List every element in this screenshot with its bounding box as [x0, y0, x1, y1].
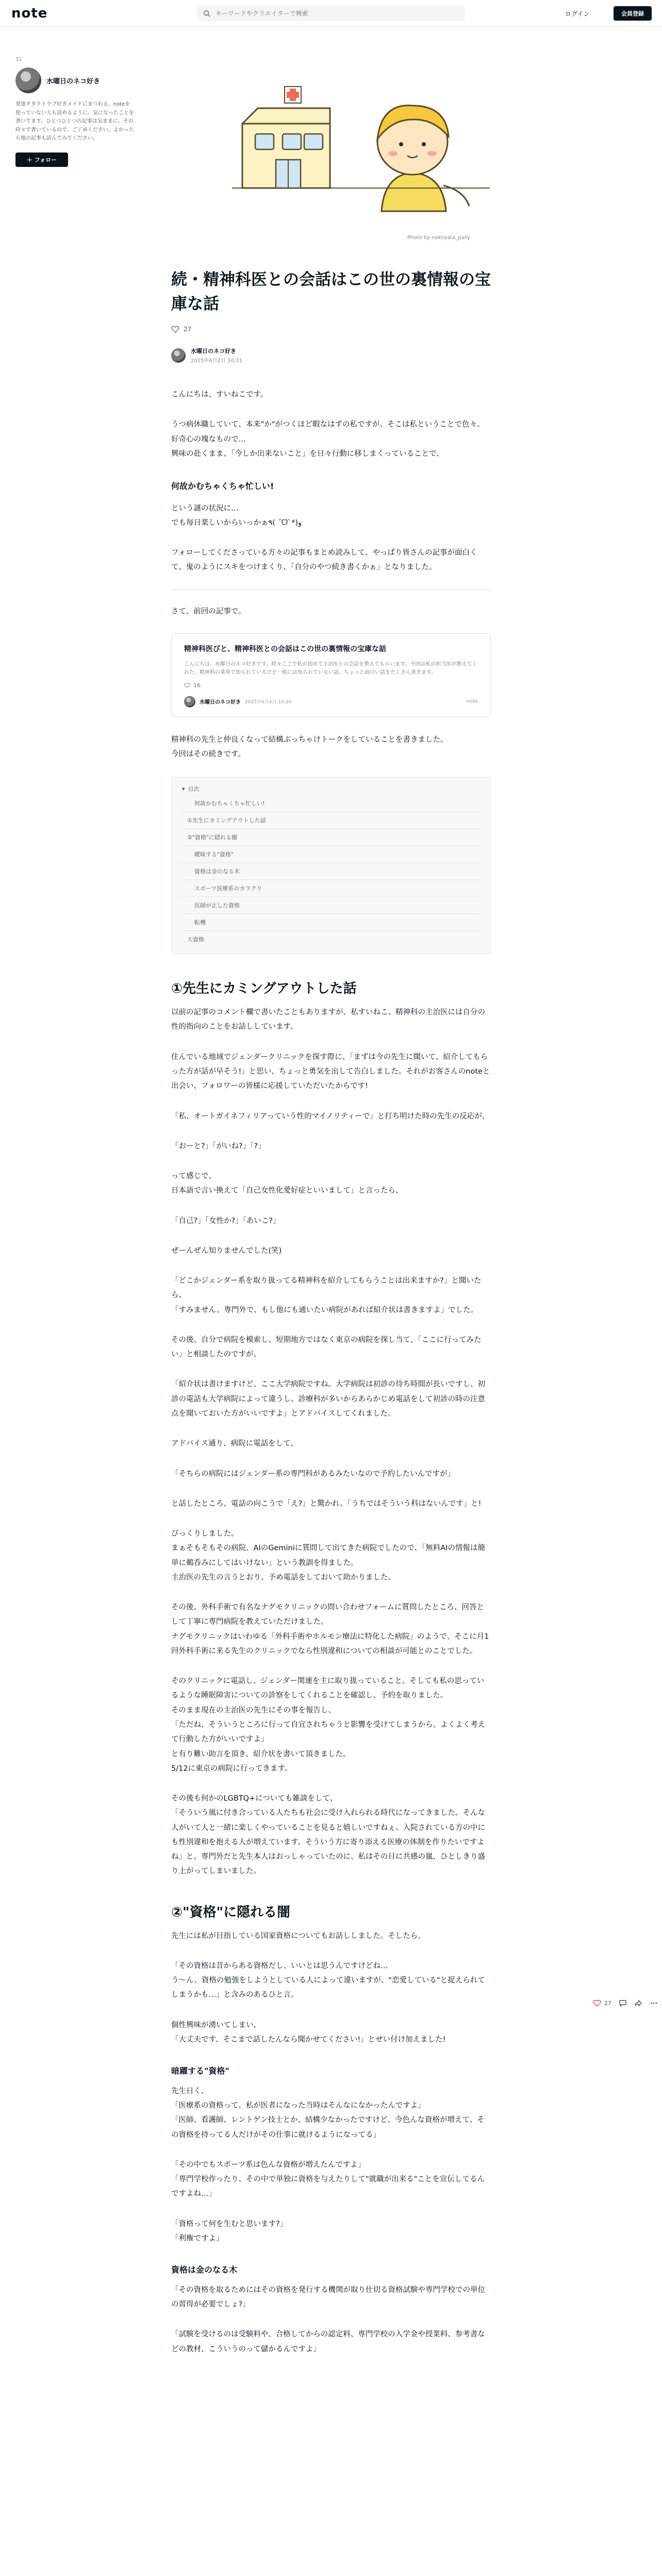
section-heading: ②"資格"に隠れる闇 [171, 1904, 291, 1920]
plus-icon: ＋ [26, 156, 32, 163]
embed-excerpt: こんにちは、水曜日のネコ好きです。時々ここで私が初めて主治医との会話を教えてもらいます。今回は私の担当医が教えてくれた、精神科の業界で知られているけど一般には知られていない話。ちょっと面白い話をたくさん書きます。 [184, 661, 477, 675]
paragraph: 「その資格を取るためにはその資格を発行する機関が取り仕切る資格試験や専門学校での単位の習得が必要でしょ?」 [171, 2285, 485, 2309]
embed-author: 水曜日のネコ好き [200, 700, 241, 706]
embedded-note-card[interactable] [171, 633, 491, 717]
byline-author[interactable]: 水曜日のネコ好き [191, 348, 236, 354]
paragraph: 以前の記事のコメント欄で書いたこともありますが、私すいねこ、精神科の主治医には自分の性的指向のことをお話ししています。 [171, 1008, 485, 1031]
paragraph: 「紹介状は書けますけど、ここ大学病院ですね。大学病院は初診の待ち時間が長いですし、初診の電話も大学病院によって違うし、診療科が多いからあらかじめ電話をして初診の時の注意点を聞いておいた方がいいですよ」とアドバイスしてくれました。 [171, 1380, 485, 1418]
hero-illustration [227, 82, 495, 232]
paragraph: その後、外科手術で有名なナグモクリニックの問い合わせフォームに質問したところ、回答として丁寧に専門病院を教えていただけました。 ナグモクリニックはいわゆる「外科手術やホルモン療法に特化した病院」のようで、そこに月1回外科手術に来る先生のクリニックでなら性別違和についての相談が可能とのことでした。 [171, 1603, 489, 1655]
embed-title[interactable]: 精神科医びと、精神科医との会話はこの世の裏情報の宝庫な話 [184, 645, 386, 653]
toc-item[interactable]: 何故かむちゃくちゃ忙しい! [182, 795, 480, 812]
toc-header[interactable] [182, 785, 480, 793]
paragraph: びっくりしました。 まぁそもそもその病院、AIのGeminiに質問して出てきた病院でしたので、「無料AIの情報は簡単に鵜呑みにしてはいけない」という教訓を得ました。 主治医の先生の言うとおり、予め電話をしておいて助かりました。 [171, 1530, 485, 1582]
section-heading: ①先生にカミングアウトした話 [171, 981, 357, 997]
heart-icon [184, 682, 190, 688]
avatar [184, 696, 195, 707]
heart-icon[interactable] [171, 325, 179, 333]
paragraph: 「その中でもスポーツ系は色んな資格が増えたんですよ」 「専門学校作ったり、その中で単独に資格を与えたりして"就職が出来る"ことを宣伝してるんですよね…」 [171, 2160, 485, 2198]
paragraph: 「その資格は昔からある資格だし、いいとは思うんですけどね… う〜ん、資格の勉強をしようとしている人によって違いますが、"恋愛している"と捉えられてしまうかも…」と含みのあるひと言。 [171, 1961, 485, 1999]
floating-action-bar [593, 1999, 658, 2007]
paragraph: 「自己?」「女性か?」「あいこ?」 [171, 1216, 280, 1225]
paragraph: その後も何かのLGBTQ+についても雑談をして、 「そういう風に付き合っている人たちも社会に受け入れられる時代になってきました。そんな人がいて人と一緒に楽しくやっていることを見ると嬉しいですねぇ。入院されている方の中にも性別違和を抱える人が増えています。そういう方に寄り添える医療の体制を作りたいですよね」と、専門外だと先生本人はおっしゃっていたのに、私はその日に共感の嵐、ひとしきり盛り上がってしまいました。 [171, 1794, 485, 1876]
sidebar-count: 31 [15, 57, 22, 62]
more-icon[interactable] [650, 1999, 658, 2007]
note-logo[interactable]: note [11, 6, 48, 21]
like-row[interactable] [171, 325, 491, 333]
paragraph: 「そちらの病院にはジェンダー系の専門科があるみたいなので予約したいんですが」 [171, 1469, 455, 1478]
toc-item[interactable]: 曖昧する"資格" [182, 846, 480, 863]
sidebar-author-name[interactable]: 水曜日のネコ好き [46, 77, 101, 86]
paragraph: 精神科の先生と仲良くなって結構ぶっちゃけトークをしていることを書きました。 今回はその続きです。 [171, 735, 448, 758]
paragraph: その後、自分で病院を模索し、短期地方ではなく東京の病院を探し当て、「ここに行ってみたい」と相談したのですが、 [171, 1335, 482, 1359]
paragraph: そのクリニックに電話し、ジェンダー関連を主に取り扱っていること、そしても私の思っているような睡眠障害についての診察をしてくれることを確認し、予約を取りました。 そのまま現在の主治医の先生にその事を報告し、 「ただね、そういうところに行って自宜されちゃうと影響を受けてしまうから、よくよく考えて行動した方がいいですよ」 と有り難い助言を頂き、紹介状を書いて頂きました。 5/12に東京の病院に行ってきます。 [171, 1677, 485, 1773]
share-icon[interactable] [634, 1999, 642, 2007]
article [171, 268, 491, 2357]
follow-label: フォロー [34, 156, 57, 163]
signup-button[interactable]: 会員登録 [614, 6, 652, 21]
avatar[interactable] [15, 67, 41, 93]
paragraph: アドバイス通り、病院に電話をして、 [171, 1439, 298, 1448]
person-illustration [377, 106, 469, 211]
toc-item[interactable]: 転機 [182, 914, 480, 931]
search-box[interactable] [197, 6, 465, 21]
sidebar-author[interactable] [15, 67, 135, 93]
embed-likes [184, 682, 478, 689]
comment-icon[interactable] [619, 1999, 627, 2007]
publish-date: 2025年6月2日 10:21 [191, 358, 243, 364]
subsection-heading: 暗躍する"資格" [171, 2066, 229, 2076]
article-title: 続・精神科医との会話はこの世の裏情報の宝庫な話 [171, 270, 491, 313]
like-count: 27 [184, 326, 192, 333]
paragraph: 「おーと?」「がいね?」「?」 [171, 1142, 266, 1150]
toc-item[interactable]: 資格は金のなる木 [182, 863, 480, 880]
table-of-contents [171, 777, 491, 954]
avatar[interactable] [171, 348, 186, 363]
toc-item[interactable]: ②"資格"に隠れる闇 [182, 829, 480, 846]
paragraph: 「どこかジェンダー系を取り扱ってる精神科を紹介してもらうことは出来ますか?」と聞いたら、 「すみません、専門外で、もし他にも通いたい病院があれば紹介状は書きますよ」でした。 [171, 1277, 482, 1314]
search-icon [203, 10, 210, 17]
toc-item[interactable]: 医師が正した資格 [182, 897, 480, 914]
paragraph: 「私、オートガイネフィリアっていう性的マイノリティーで」と打ち明けた時の先生の反応が、 [171, 1112, 490, 1121]
heart-icon[interactable] [593, 1999, 601, 2007]
top-navigation-bar [0, 0, 662, 27]
embed-date: 2025年6月4日 10:20 [245, 700, 292, 705]
toc-title: 目次 [188, 786, 200, 793]
paragraph: こんにちは、すいねこです。 [171, 391, 268, 399]
paragraph: フォローしてくださっている方々の記事もまとめ読みして、やっぱり皆さんの記事が面白くて、鬼のようにスキをつけまくり、「自分のやつ続き書くかぁ」となりました。 [171, 549, 477, 572]
author-sidebar [15, 57, 135, 167]
paragraph: さて、前回の記事で。 [171, 607, 246, 616]
subsection-heading: 資格は金のなる木 [171, 2265, 238, 2275]
paragraph: 「試験を受けるのは受験料や、合格してからの認定料、専門学校の入学金や授業料、参考書などの教材、こういうのって儲かるんですよ」 [171, 2330, 485, 2353]
embed-brand: note [466, 699, 478, 705]
paragraph: 先生日く、 「医療系の資格って、私が医者になった当時はそんなになかったんですよ」 「医師、看護師、レントゲン技士とか、結構少なかったですけど、今色んな資格が増えて、その資格を持ってる人だけがその仕事に就けるようになってる」 [171, 2087, 485, 2139]
search-input[interactable] [216, 10, 442, 17]
paragraph: って感じで、 日本語で言い換えて「自己女性化愛好症といいまして」と言ったら、 [171, 1172, 403, 1195]
paragraph: 住んでいる地域でジェンダークリニックを探す際に、「まずは今の先生に聞いて、紹介してもらった方が話が早そう!」と思い、ちょっと勇気を出して告白しました。それがお客さんのnoteと出会い、フォロワーの皆様に応援していただいたからです! [171, 1053, 490, 1091]
paragraph: ぜーんぜん知りませんでした(笑) [171, 1246, 282, 1255]
toc-item[interactable]: スポーツ医療系のカラクリ [182, 880, 480, 897]
follow-button[interactable] [15, 152, 68, 167]
paragraph: 個性興味が湧いてしまい、 「大丈夫です、そこまで話したんなら聞かせてください!」とせい付け加えました! [171, 2021, 446, 2044]
article-byline[interactable] [171, 347, 491, 364]
paragraph: 先生には私が目指している国家資格についてもお話ししました。そしたら、 [171, 1931, 425, 1940]
toc-item[interactable]: 大資格 [187, 936, 204, 943]
paragraph: という謎の状況に… でも毎日楽しいからいっかぁ٩( ˊᗜˋ*)و [171, 504, 302, 527]
hero-credit[interactable]: Photo by nokoyata_pally [407, 235, 471, 241]
chevron-down-icon: ▾ [182, 785, 185, 792]
login-link[interactable]: ログイン [565, 10, 590, 18]
rail-like-count: 27 [604, 1999, 611, 2007]
paragraph: うつ病休職していて、本来"か"がつくほど暇なはずの私ですが、そこは私ということで色々。好奇心の塊なもので… 興味の赴くまま、「今しか出来ないこと」を日々行動に移しまくっていることで、 [171, 420, 485, 458]
toc-item[interactable]: ①先生にカミングアウトした話 [182, 812, 480, 829]
embed-like-count: 16 [193, 682, 201, 689]
author-bio: 発達オタクトラブ好きメイドにまつわる、noteを使っていない人も読めるように、気になったことを書いてます。ひとつひとつの記事は気ままに、その時々で書いているので、ご了承ください。よかったら他の記事も読んでみてください。 [15, 101, 134, 141]
section-heading: 何故かむちゃくちゃ忙しい! [171, 481, 274, 492]
hospital-illustration [242, 87, 330, 188]
paragraph: 「資格って何を生むと思います?」 「利権ですよ」 [171, 2219, 288, 2243]
paragraph: と話したところ、電話の向こうで「え?」と驚かれ、「うちではそういう科はないんです」と! [171, 1499, 482, 1508]
